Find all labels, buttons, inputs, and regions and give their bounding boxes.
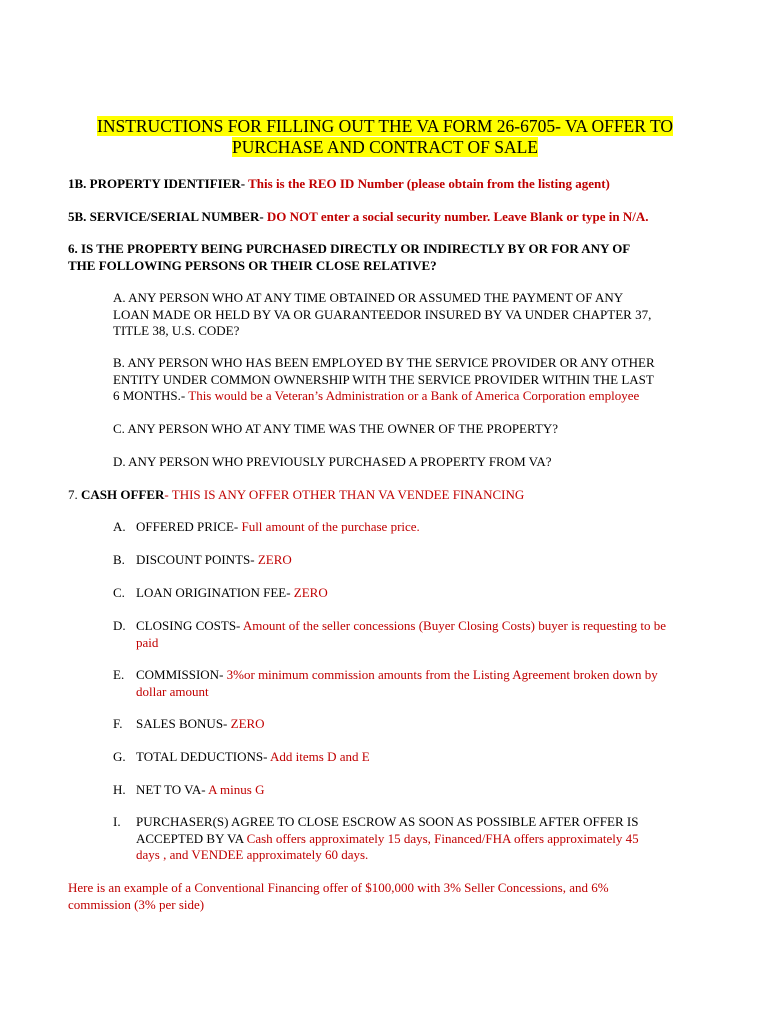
item-letter: F. <box>113 716 123 731</box>
item-note-cont: paid <box>136 634 159 650</box>
item-letter: E. <box>113 667 125 682</box>
item-letter: G. <box>113 749 126 764</box>
section-6-line-2: THE FOLLOWING PERSONS OR THEIR CLOSE RELATIVE? <box>68 257 437 273</box>
item-text: OFFERED PRICE- <box>136 519 239 534</box>
item-letter: A. <box>113 519 126 534</box>
item-text: NET TO VA- <box>136 782 206 797</box>
section-6-heading <box>68 241 630 274</box>
title-line-2: PURCHASE AND CONTRACT OF SALE <box>232 137 538 157</box>
item-note: Full amount of the purchase price. <box>238 519 420 534</box>
item-text: DISCOUNT POINTS- <box>136 552 255 567</box>
item-text-cont: ACCEPTED BY VA <box>136 830 244 846</box>
section-6a-line-1: A. ANY PERSON WHO AT ANY TIME OBTAINED OR ASSUMED THE PAYMENT OF ANY <box>113 290 624 305</box>
section-6a-line-3: TITLE 38, U.S. CODE? <box>113 323 240 338</box>
item-letter: D. <box>113 618 126 633</box>
item-note: ZERO <box>254 552 292 567</box>
section-6a <box>113 290 651 340</box>
section-5b <box>68 209 649 226</box>
section-6b-line-1: B. ANY PERSON WHO HAS BEEN EMPLOYED BY THE SERVICE PROVIDER OR ANY OTHER <box>113 355 655 370</box>
item-text: LOAN ORIGINATION FEE- <box>136 585 291 600</box>
item-note-cont: days , and VENDEE approximately 60 days. <box>136 847 369 862</box>
section-1b <box>68 176 610 193</box>
section-6b-note: This would be a Veteran’s Administration or a Bank of America Corporation employee <box>185 388 640 403</box>
item-note: 3%or minimum commission amounts from the Listing Agreement broken down by <box>223 667 658 682</box>
page-title <box>0 116 770 158</box>
example-note <box>68 880 609 913</box>
section-6a-line-2: LOAN MADE OR HELD BY VA OR GUARANTEEDOR INSURED BY VA UNDER CHAPTER 37, <box>113 306 652 322</box>
item-note-cont: dollar amount <box>136 683 209 699</box>
section-1b-label: 1B. PROPERTY IDENTIFIER- <box>68 176 246 191</box>
item-letter: C. <box>113 585 125 600</box>
item-note: Add items D and E <box>267 749 370 764</box>
section-7-label: CASH OFFER <box>81 487 165 502</box>
section-6d: D. ANY PERSON WHO PREVIOUSLY PURCHASED A PROPERTY FROM VA? <box>113 454 552 469</box>
section-7-number: 7. <box>68 487 81 502</box>
item-letter: B. <box>113 552 125 567</box>
item-text: CLOSING COSTS- <box>136 618 241 633</box>
item-letter: H. <box>113 782 126 797</box>
item-letter: I. <box>113 814 121 829</box>
section-1b-note: This is the REO ID Number (please obtain from the listing agent) <box>245 176 610 191</box>
item-text: SALES BONUS- <box>136 716 228 731</box>
item-text: PURCHASER(S) AGREE TO CLOSE ESCROW AS SOON AS POSSIBLE AFTER OFFER IS <box>136 814 639 829</box>
item-note: ZERO <box>290 585 328 600</box>
item-text: COMMISSION- <box>136 667 224 682</box>
section-7-note: - THIS IS ANY OFFER OTHER THAN VA VENDEE FINANCING <box>164 487 525 502</box>
section-5b-note: DO NOT enter a social security number. Leave Blank or type in N/A. <box>263 209 649 224</box>
section-6-line-1: 6. IS THE PROPERTY BEING PURCHASED DIRECTLY OR INDIRECTLY BY OR FOR ANY OF <box>68 241 631 256</box>
example-line-2: commission (3% per side) <box>68 896 205 912</box>
item-note: Amount of the seller concessions (Buyer Closing Costs) buyer is requesting to be <box>240 618 667 633</box>
item-note: ZERO <box>227 716 265 731</box>
section-6b-line-2: ENTITY UNDER COMMON OWNERSHIP WITH THE SERVICE PROVIDER WITHIN THE LAST <box>113 371 654 387</box>
item-note: A minus G <box>205 782 265 797</box>
example-line-1: Here is an example of a Conventional Financing offer of $100,000 with 3% Seller Concessions, and 6% <box>68 880 609 895</box>
section-6c: C. ANY PERSON WHO AT ANY TIME WAS THE OWNER OF THE PROPERTY? <box>113 421 558 436</box>
title-line-1: INSTRUCTIONS FOR FILLING OUT THE VA FORM 26-6705- VA OFFER TO <box>97 116 673 136</box>
section-7-heading <box>68 487 524 504</box>
section-6b-line-3: 6 MONTHS.- <box>113 388 186 403</box>
section-6b <box>113 355 655 405</box>
section-5b-label: 5B. SERVICE/SERIAL NUMBER- <box>68 209 264 224</box>
item-text: TOTAL DEDUCTIONS- <box>136 749 268 764</box>
item-note: Cash offers approximately 15 days, Financed/FHA offers approximately 45 <box>243 830 639 846</box>
